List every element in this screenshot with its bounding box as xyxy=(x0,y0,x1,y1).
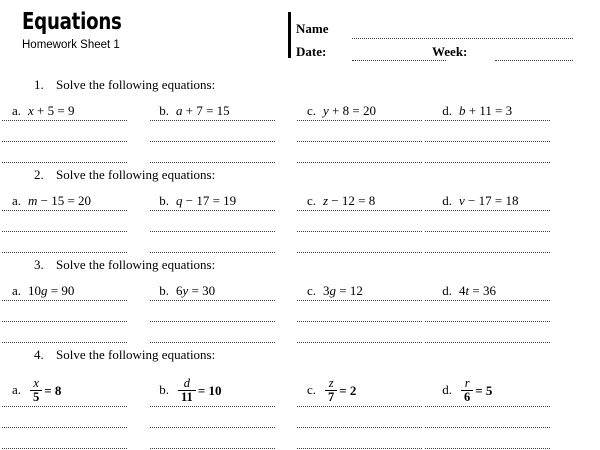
name-input-line[interactable] xyxy=(352,38,573,39)
equation-text: a + 7 = 15 xyxy=(176,103,230,119)
fraction-numerator: z xyxy=(325,377,337,391)
answer-column xyxy=(2,278,127,348)
fraction xyxy=(461,377,473,404)
equation-remainder: = 5 xyxy=(475,383,493,399)
equation-row xyxy=(297,278,422,301)
item-label: d. xyxy=(442,382,452,398)
answer-line[interactable] xyxy=(2,301,127,322)
question-heading-text: Solve the following equations: xyxy=(56,167,216,182)
answer-line[interactable] xyxy=(425,142,550,163)
equation-text: x + 5 = 9 xyxy=(28,103,75,119)
answer-line[interactable] xyxy=(2,142,127,163)
answer-column xyxy=(2,188,127,258)
answer-line[interactable] xyxy=(2,232,127,253)
fraction-numerator: x xyxy=(30,377,42,391)
equation-text: m − 15 = 20 xyxy=(28,193,92,209)
answer-line[interactable] xyxy=(425,407,550,428)
equation-remainder: = 2 xyxy=(339,383,357,399)
equation-text: 3g = 12 xyxy=(323,283,363,299)
answer-line[interactable] xyxy=(150,301,275,322)
equation-row xyxy=(425,368,550,407)
name-label: Name xyxy=(296,21,329,36)
answer-line[interactable] xyxy=(425,232,550,253)
item-label: a. xyxy=(11,193,21,209)
item-label: a. xyxy=(11,382,21,398)
equation-row xyxy=(150,98,275,121)
worksheet-header xyxy=(0,0,600,70)
equation-row xyxy=(150,188,275,211)
question-heading xyxy=(34,168,215,181)
fraction-denominator: 5 xyxy=(33,389,40,404)
page-title: Equations xyxy=(22,9,122,35)
equation-row xyxy=(150,278,275,301)
answer-column xyxy=(150,98,275,168)
answer-line[interactable] xyxy=(150,428,275,449)
answer-line[interactable] xyxy=(297,211,422,232)
equation-row xyxy=(297,368,422,407)
question-heading xyxy=(34,78,215,91)
equation-row xyxy=(150,368,275,407)
question-number: 1. xyxy=(34,77,44,92)
item-label: a. xyxy=(11,103,21,119)
answer-column xyxy=(425,98,550,168)
fraction xyxy=(178,377,196,404)
answer-line[interactable] xyxy=(150,322,275,343)
answer-line[interactable] xyxy=(2,322,127,343)
item-label: b. xyxy=(159,382,169,398)
answer-line[interactable] xyxy=(297,121,422,142)
item-label: c. xyxy=(306,193,316,209)
item-label: d. xyxy=(442,193,452,209)
equation-text: y + 8 = 20 xyxy=(323,103,376,119)
answer-line[interactable] xyxy=(297,322,422,343)
answer-line[interactable] xyxy=(2,428,127,449)
fraction-denominator: 6 xyxy=(464,389,471,404)
question-heading-text: Solve the following equations: xyxy=(56,257,216,272)
equation-row xyxy=(2,98,127,121)
question-number: 2. xyxy=(34,167,44,182)
answer-line[interactable] xyxy=(297,301,422,322)
answer-column xyxy=(297,98,422,168)
equation-text: 10g = 90 xyxy=(28,283,75,299)
question-number: 3. xyxy=(34,257,44,272)
equation-row xyxy=(2,188,127,211)
equation-row xyxy=(425,278,550,301)
answer-column xyxy=(2,98,127,168)
item-label: d. xyxy=(442,283,452,299)
equation-row xyxy=(425,188,550,211)
question-heading xyxy=(34,258,215,271)
item-label: c. xyxy=(306,103,316,119)
item-label: b. xyxy=(159,283,169,299)
equation-remainder: = 8 xyxy=(44,383,62,399)
question-heading xyxy=(34,348,215,361)
answer-line[interactable] xyxy=(297,407,422,428)
answer-column xyxy=(425,278,550,348)
answer-line[interactable] xyxy=(150,142,275,163)
equation-row xyxy=(425,98,550,121)
answer-line[interactable] xyxy=(425,211,550,232)
equation-remainder: = 10 xyxy=(197,383,222,399)
answer-line[interactable] xyxy=(2,407,127,428)
answer-column xyxy=(297,188,422,258)
item-label: a. xyxy=(11,283,21,299)
answer-column xyxy=(297,368,422,438)
fraction xyxy=(325,377,337,404)
equation-text: 6y = 30 xyxy=(176,283,216,299)
equation-row xyxy=(2,278,127,301)
answer-line[interactable] xyxy=(297,428,422,449)
answer-line[interactable] xyxy=(425,428,550,449)
equation-row xyxy=(297,98,422,121)
answer-column xyxy=(425,188,550,258)
question-heading-text: Solve the following equations: xyxy=(56,347,216,362)
item-label: d. xyxy=(442,103,452,119)
equation-text: z − 12 = 8 xyxy=(323,193,376,209)
fraction-denominator: 11 xyxy=(181,389,193,404)
item-label: b. xyxy=(159,193,169,209)
date-input-line[interactable] xyxy=(352,60,446,61)
fraction-numerator: r xyxy=(461,377,473,391)
answer-line[interactable] xyxy=(150,407,275,428)
question-number: 4. xyxy=(34,347,44,362)
equation-text: q − 17 = 19 xyxy=(176,193,237,209)
answer-line[interactable] xyxy=(425,301,550,322)
equation-row xyxy=(2,368,127,407)
answer-line[interactable] xyxy=(150,232,275,253)
answer-line[interactable] xyxy=(297,142,422,163)
fraction-denominator: 7 xyxy=(328,389,335,404)
answer-column xyxy=(150,368,275,438)
answer-line[interactable] xyxy=(2,121,127,142)
answer-line[interactable] xyxy=(297,232,422,253)
answer-column xyxy=(150,278,275,348)
answer-line[interactable] xyxy=(425,322,550,343)
fraction-numerator: d xyxy=(178,377,196,391)
item-label: c. xyxy=(306,283,316,299)
equation-text: v − 17 = 18 xyxy=(459,193,519,209)
header-divider xyxy=(288,12,291,58)
week-label: Week: xyxy=(432,44,468,59)
answer-line[interactable] xyxy=(150,121,275,142)
answer-line[interactable] xyxy=(150,211,275,232)
page-subtitle: Homework Sheet 1 xyxy=(22,39,120,51)
answer-column xyxy=(150,188,275,258)
question-heading-text: Solve the following equations: xyxy=(56,77,216,92)
answer-line[interactable] xyxy=(2,211,127,232)
answer-column xyxy=(425,368,550,438)
equation-row xyxy=(297,188,422,211)
equation-text: b + 11 = 3 xyxy=(459,103,513,119)
week-input-line[interactable] xyxy=(495,60,573,61)
item-label: b. xyxy=(159,103,169,119)
answer-column xyxy=(297,278,422,348)
equation-text: 4t = 36 xyxy=(459,283,496,299)
date-label: Date: xyxy=(296,44,327,59)
item-label: c. xyxy=(306,382,316,398)
fraction xyxy=(30,377,42,404)
answer-line[interactable] xyxy=(425,121,550,142)
answer-column xyxy=(2,368,127,438)
